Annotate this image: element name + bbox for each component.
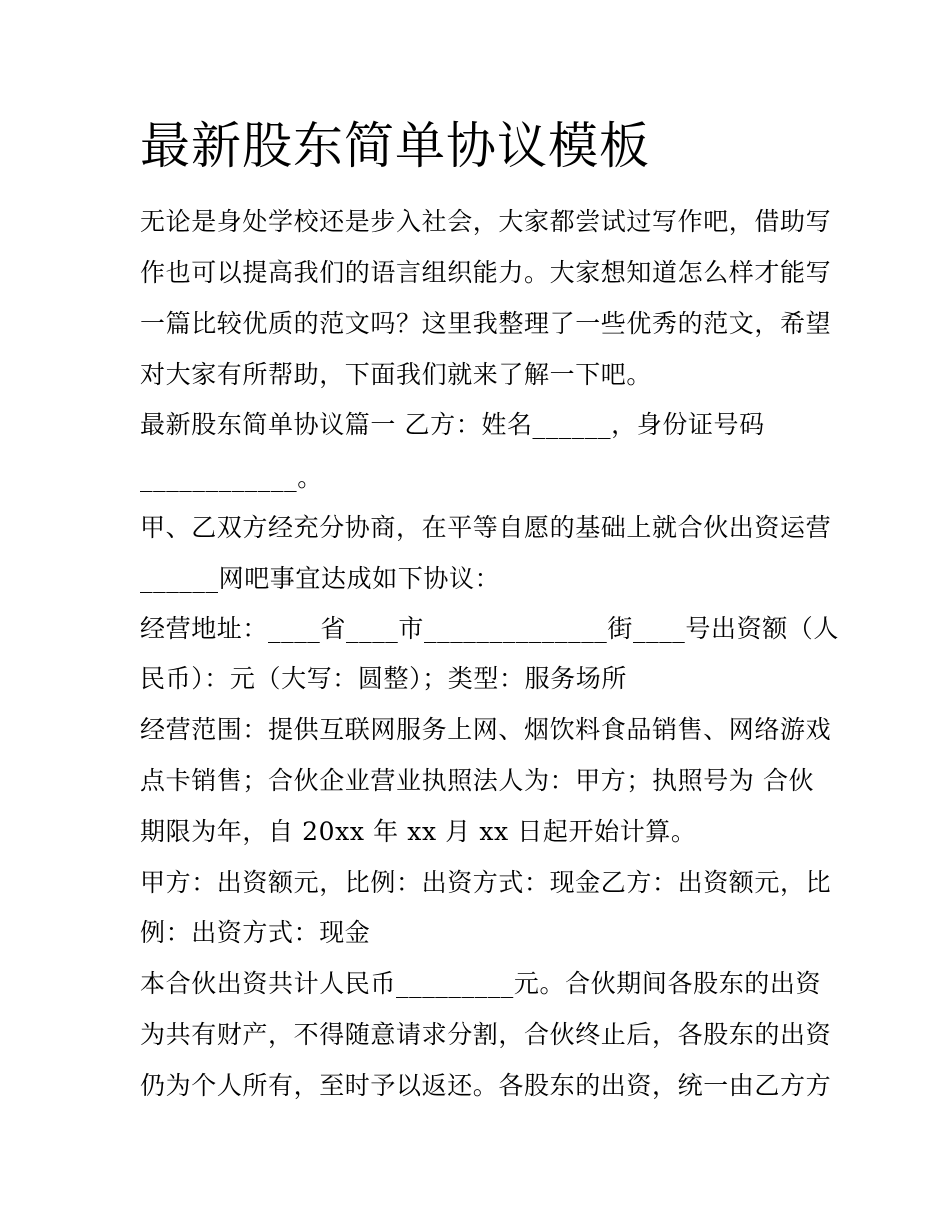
document-title: 最新股东简单协议模板 — [140, 117, 650, 175]
text-line: 无论是身处学校还是步入社会，大家都尝试过写作吧，借助写 — [140, 207, 832, 236]
text-line: 最新股东简单协议篇一 乙方：姓名______，身份证号码 — [140, 410, 765, 439]
text-line: 例：出资方式：现金 — [140, 918, 371, 947]
text-line: ______网吧事宜达成如下协议： — [140, 564, 501, 593]
text-line: 甲方：出资额元，比例：出资方式：现金乙方：出资额元，比 — [140, 868, 832, 897]
text-line: 一篇比较优质的范文吗？这里我整理了一些优秀的范文，希望 — [140, 309, 832, 338]
text-line: 作也可以提高我们的语言组织能力。大家想知道怎么样才能写 — [140, 258, 832, 287]
text-line: 对大家有所帮助，下面我们就来了解一下吧。 — [140, 360, 653, 389]
text-line: 经营范围：提供互联网服务上网、烟饮料食品销售、网络游戏 — [140, 715, 832, 744]
text-line: 经营地址：____省____市______________街____号出资额（人 — [140, 614, 840, 643]
text-line: 民币）：元（大写：圆整）；类型：服务场所 — [140, 664, 628, 693]
text-line: 本合伙出资共计人民币_________元。合伙期间各股东的出资 — [140, 969, 822, 998]
text-line: 点卡销售；合伙企业营业执照法人为：甲方；执照号为 合伙 — [140, 766, 815, 795]
text-line: 为共有财产，不得随意请求分割，合伙终止后，各股东的出资 — [140, 1020, 832, 1049]
text-line: 甲、乙双方经充分协商，在平等自愿的基础上就合伙出资运营 — [140, 513, 832, 542]
text-line: 仍为个人所有，至时予以返还。各股东的出资，统一由乙方方 — [140, 1071, 832, 1100]
text-line: ____________。 — [140, 463, 323, 492]
text-line: 期限为年，自 20xx 年 xx 月 xx 日起开始计算。 — [140, 817, 697, 846]
